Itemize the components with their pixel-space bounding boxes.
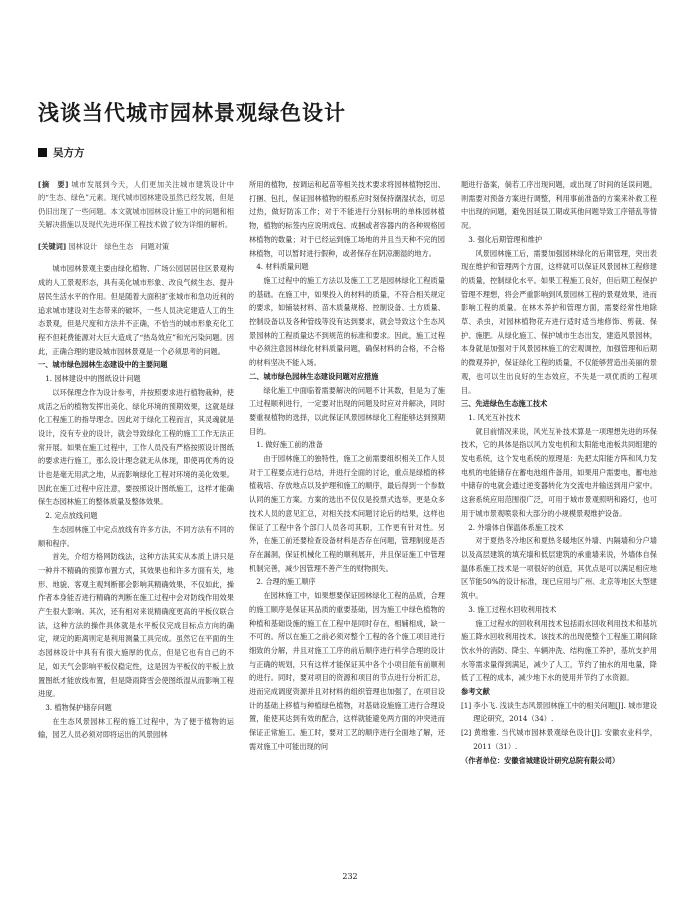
paragraph: 就目前情况来说，风光互补技术算是一项理想先进的环保技术，它的具体是指以风力发电机和太阳能电池板共同组建的发电系统，这个发电系统的原理是：先把太阳能方阵和风力发电机的电能储存在蓄电池组件备用，如果用户需要电，蓄电池中储存的电就会通过逆变器转化为交流电并输送到用户家中。这套系统应用范围很广泛，可用于城市景观照明和路灯，也可用于城市景观喷泉和大部分的小规模景观维护设备。	[461, 426, 657, 518]
author-affiliation: （作者单位：安徽省城建设计研究总院有限公司）	[461, 755, 620, 765]
subsection-heading: 4. 材料质量问题	[256, 262, 309, 272]
paragraph: 施工过程水的回收利用技术包括雨水回收利用技术和基坑施工降水回收利用技术。该技术的出现使整个工程施工期间除饮水外的消防、降尘、车辆冲洗、结构施工养护，基坑支护用水等需求量得到满足，减少了人工，节约了抽水的用电量，降低了工程的成本，减少地下水的使用并节约了水资源。	[461, 618, 657, 683]
section-heading: 一、城市绿色园林生态建设中的主要问题	[38, 360, 168, 370]
paragraph: 以环保理念作为设计参考，并按照要求进行植物栽种，使成活之后的植物发挥出美化、绿化环境的预期效果，这就是绿化工程施工的指导理念。因此对于绿化工程而言，其灵魂就是设计，没有专业的设计，就会导致绿化工程的施工工作无法正常开展。如果在施工过程中，工作人员没有严格按照设计图纸的要求进行施工，那么设计理念就无从体现，即使再优秀的设计也是毫无用武之地，从而影响绿化工程对环境的美化效果。因此在施工过程中应注意，要按照设计图纸施工，这样才能确保生态园林施工的整体质量及整体效果。	[38, 387, 234, 507]
abstract-label: [摘 要]	[38, 180, 69, 189]
column-2	[249, 178, 445, 868]
references-heading: 参考文献	[461, 687, 490, 697]
keywords-text: 园林设计 绿色生态 问题对策	[68, 242, 170, 252]
column-1	[38, 178, 234, 868]
paragraph: 在生态风景园林工程的施工过程中，为了便于植物的运输，园艺人员必须对即将运出的风景园林	[38, 716, 234, 740]
square-bullet-icon	[38, 148, 47, 157]
subsection-heading: 2. 外墙体自保温体系施工技术	[468, 522, 564, 532]
subsection-heading: 2. 合理的施工顺序	[256, 577, 316, 587]
section-heading: 三、先进绿色生态施工技术	[461, 399, 548, 409]
subsection-heading: 1. 园林建设中的图纸设计问题	[45, 374, 141, 384]
subsection-heading: 3. 植物保护储存问题	[45, 702, 112, 712]
section-heading: 二、城市绿色园林生态建设问题对应措施	[249, 371, 379, 381]
keywords-label: [关键词]	[38, 242, 67, 252]
abstract	[38, 178, 234, 231]
paragraph: 由于园林施工的独特性，施工之前需要组织相关工作人员对于工程要点进行总结，并进行全面的讨论，重点是绿植的移植栽培、存放地点以及护理和施工的顺序，最后得到一个参数认同的施工方案。方案的选出不仅仅是投票式选举，更是众多技术人员的意见汇总，对相关技术问题讨论后的结果，这样也保证了工程中各个部门人员各司其职，工作更有针对性。另外，在施工前还要检查设备材料是否存在问题，管理制度是否存在漏洞，保证机械化工程的顺利展开，并且保证施工中管理机制完善，减少因管理不善产生的财物损失。	[249, 454, 445, 573]
article-title: 浅谈当代城市园林景观绿色设计	[38, 101, 346, 125]
paragraph: 城市园林景观主要由绿化植物、广场公园居居住区景观构成的人工景观形态，具有美化城市形象、改良气候生态、提升居民生活水平的作用。但是随着大面积扩张城市和急功近利的追求城市建设对生态带来的破坏，一些人员决定建造人工的生态景观，但是尺度和方法并不正确，不恰当的城市形象充化工程不但耗费能源对大巨大造成了“热岛效应”和光污染问题。因此，正确合理的建设城市园林景观是一个必须思考的问题。	[38, 264, 234, 356]
reference-item: [1] 李小飞. 浅谈生态风景园林施工中的相关问题[J]. 城市建设理论研究，2014（34）.	[461, 700, 657, 724]
subsection-heading: 1. 风光互补技术	[468, 412, 521, 422]
paragraph: 绿化施工中面临着需要解决的问题不计其数，但是为了施工过程顺利进行，一定要对出现的问题及时应对并解决，同时要重视植物的选择，以此保证风景园林绿化工程能够达到预期目的。	[249, 385, 445, 436]
paragraph: 题进行备案，倘若工序出现问题，或出现了时间的延误问题，则需要对预备方案进行调整，利用事前准备的方案来补救工程中出现的问题，避免因延误工期或其他问题导致工序错乱等情况。	[461, 180, 657, 231]
author-name: 吴方方	[53, 147, 85, 159]
paragraph: 所用的植物，按调运和起苗等相关技术要求将园林植物挖出、打捆、包扎，保证园林植物的根系应时刻保持潮湿状态，切忌过热，做好防冻工作；对于不能进行分别标明的单株园林植物，植物的标签内应说明成包、成捆或者容器内的各种规格园林植物的数量；对于已经运到施工场地的并且当天种不完的园林植物，可以暂时进行假种，或者保存在阴凉潮湿的地方。	[249, 180, 445, 258]
reference-item: [2] 黄维雅. 当代城市园林景观绿色设计[J]. 安徽农业科学，2011（31）.	[461, 728, 657, 751]
paragraph: 施工过程中的施工方法以及施工工艺是园林绿化工程质量的基础。在施工中，如果投入的材料的质量，不符合相关规定的要求，如铺装材料、苗木质量规格、控制设备、土方质量、控制设备以及各种管线等没有达到要求，就会导致这个生态风景园林的工程质量达不到规范的标准和要求。因此，施工过程中必须注意园林绿化材料质量问题，确保材料的合格，不合格的材料坚决不能入场。	[249, 275, 445, 368]
column-3	[461, 178, 657, 868]
subsection-heading: 3. 施工过程水回收利用技术	[468, 604, 557, 614]
paragraph: 首先，介绍方格网防线法，这种方法其实从本质上讲只是一种并不精确的预算布置方式，其效果也和许多方面有关，地形、地貌、客观主观判断都会影响其精确效果，不仅如此，操作者本身能否进行精确的判断在施工过程中会对防线作用效果产生很大影响。其次，还有相对来说精确度更高的平板仪联合法，这种方法的操作具体就是水平板仪完成目标点方向的确定，规定的距离则定是利用测量工具完成。虽然它在平面的生态园林设计中具有有很大施厚的优点，但是它也有自己的不足，如天气会影响平板仪稳定性，这是因为平板仪的平板上放置图纸才能放线布置，但是降雨降雪会使图纸湿从而影响工程进度。	[38, 552, 234, 699]
paragraph: 对于夏热冬冷地区和夏热冬暖地区外墙、内隔墙和分户墙以及高层建筑的填充墙和低层建筑的承重墙来说，外墙体自保温体系施工技术是一项很好的创造，其优点是可以满足相应地区节能50%的设计标准，现已应用与广州、北京等地区大型建筑中。	[461, 536, 657, 601]
page-number: 232	[342, 872, 358, 881]
subsection-heading: 3. 强化后期管理和维护	[468, 234, 543, 244]
keywords	[38, 240, 234, 253]
paragraph: 在园林施工中，如果想要保证园林绿化工程的品质，合理的施工顺序是保证其品质的重要基础，因为施工中绿色植物的种植和基础设施的施工在工程中是同时存在，相辅相成，缺一不可的。所以在施工之前必须对整个工程的各个施工项目进行细致的分解，并且对施工工序的前后顺序进行科学合理的设计与正确的规划，只有这样才能保证其中各个小项目能有前顺利的进行。同时，要对项目的资源和项目的节点进行分析汇总，进而完成调度资源并且对材料的组织管理也加强了，在项目设计的基础上移植与种植绿色植物，对基础设施施工进行合理设置，能使其达到有效的配合，这样就能避免两方面的冲突进而保证正常施工。施工时，要对工艺的顺序进行全面地了解，还需对施工中可能出现的问	[249, 591, 445, 751]
paragraph: 生态园林施工中定点放线有许多方法，不同方法有不同的顺和程序。	[38, 524, 234, 548]
abstract-text: 城市发展到今天，人们更加关注城市建筑设计中的“生态、绿色”元素。现代城市园林建设虽然已经发展，但是仍旧出现了一些问题。本文就城市园林设计施工中的问题和相关解决措施以及现代先进环保工程技术做了较为详细的解析。	[38, 180, 234, 229]
paragraph: 风景园林施工后，需要加强园林绿化的后期管理，突出表现在维护和管理两个方面，这样就可以保证风景园林工程修建的质量，控制绿化水平。如果工程施工良好，但后期工程保护管理不理想，将会严重影响到风景园林工程的景观效果，进而影响工程的质量。在林木养护和管理方面，需要经常性地除草、杀虫，对园林植物花卉进行适时适当地修饰、剪裁、保护、施肥。从绿化施工、保护城市生态出发，建造风景园林，本身就是加强对于风景园林施工的宏观调控，加强管理和后期的微观养护，保证绿化工程的质量，不仅能够营造出美丽的景观，也可以生出良好的生态效应，不失是一项优质的工程项目。	[461, 248, 657, 395]
subsection-heading: 1. 做好施工前的准备	[256, 440, 323, 450]
subsection-heading: 2. 定点放线问题	[45, 511, 98, 521]
author-line	[38, 145, 85, 160]
